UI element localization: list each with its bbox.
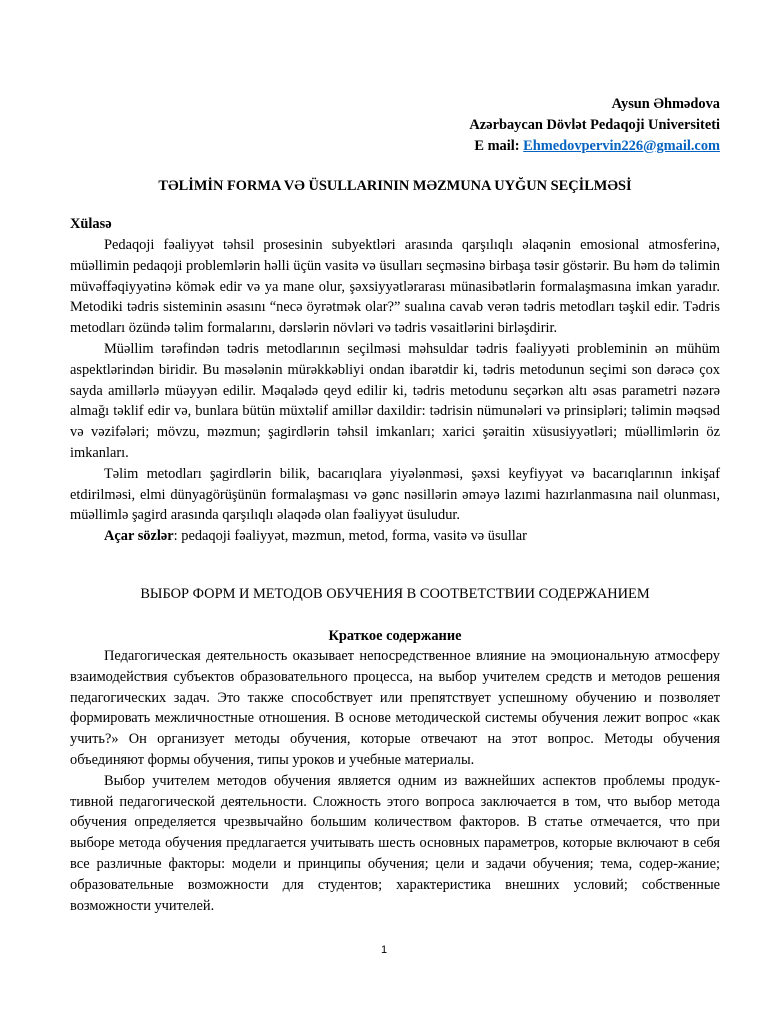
author-institution: Azərbaycan Dövlət Pedaqoji Universiteti [469, 116, 720, 133]
az-abstract-heading: Xülasə [70, 216, 112, 232]
author-name: Aysun Əhmədova [611, 96, 720, 112]
az-keywords [70, 526, 720, 547]
ru-article-title: ВЫБОР ФОРМ И МЕТОДОВ ОБУЧЕНИЯ В СООТВЕТСТВИИ СОДЕРЖАНИЕМ [140, 586, 650, 602]
email-link[interactable]: Ehmedovpervin226@gmail.com [523, 137, 720, 154]
ru-paragraph-1: Педагогическая деятельность оказывает непосредственное влияние на эмоциональную атмосферу взаимодействия субъектов образовательного процесса, на выбор учителем средств и методов решения педагогических задач. Это также способствует или препятствует успешному обучению и позволяет формировать межличностные отношения. В основе методической системы обучения лежит вопрос «как учить?» Он организует методы обучения, которые отвечают на этот вопрос. Методы обучения объединяют формы обучения, типы уроков и учебные материалы. [70, 648, 720, 768]
az-article-title: TƏLİMİN FORMA VƏ ÜSULLARININ MƏZMUNA UYĞUN SEÇİLMƏSİ [158, 178, 632, 194]
az-paragraph-2: Müəllim tərəfindən tədris metodlarının seçilməsi məhsuldar tədris fəaliyyəti probleminin ən mühüm aspektlərindən biridir. Bu məsələnin mürəkkəbliyi ondan ibarətdir ki, tədris metodunun seçimi son dərəcə çox sayda amillərlə müəyyən edilir. Məqalədə qeyd edilir ki, tədris metodunu seçərkən altı əsas parametri nəzərə almağı təklif edir və, bunlara bütün müxtəlif amillər daxildir: tədrisin nümunələri və prinsipləri; təlimin məqsəd və vəzifələri; mövzu, məzmun; şagirdlərin təhsil imkanları; xarici şəraitin xüsusiyyətləri; müəllimlərin öz imkanları. [70, 340, 720, 461]
az-keywords-text: : pedaqoji fəaliyyət, məzmun, metod, forma, vasitə və üsullar [173, 528, 527, 545]
az-paragraph-3: Təlim metodları şagirdlərin bilik, bacarıqlara yiyələnməsi, şəxsi keyfiyyət və bacarıqlarının inkişaf etdirilməsi, elmi dünyagörüşünün formalaşması və gənc nəsillərin əməyə lazımi hazırlanmasına nail olunması, müəllimlə şagird arasında qarşılıqlı əlaqədə olan fəaliyyət üsuludur. [70, 465, 720, 524]
ru-abstract-heading: Краткое содержание [328, 628, 462, 644]
author-block [70, 94, 720, 156]
email-label: E mail: [474, 137, 524, 154]
az-abstract-body [70, 235, 720, 547]
az-paragraph-1: Pedaqoji fəaliyyət təhsil prosesinin subyektləri arasında qarşılıqlı əlaqənin emosional atmosferinə, müəllimin pedaqoji problemlərin həlli üçün vasitə və üsulları seçməsinə birbaşa təsir göstərir. Bu həm də təlimin müvəffəqiyyətinə kömək edir və ya mane olur, şəxsiyyətlərarası münasibətlərin formalaşmasına imkan yaradır. Metodiki tədris sisteminin əsasını “necə öyrətmək olar?” sualına cavab verən tədris metodları təşkil edir. Tədris metodları özündə təlim formalarını, dərslərin növləri və tədris vəsaitlərini birləşdirir. [70, 237, 720, 337]
author-email-line [70, 136, 720, 157]
ru-abstract-body [70, 646, 720, 916]
ru-paragraph-2: Выбор учителем методов обучения является одним из важнейших аспектов проблемы продук-тивной педагогической деятельности. Сложность этого вопроса заключается в том, что выбор метода обучения определяется чрезвычайно большим количеством факторов. В статье отмечается, что при выборе метода обучения предлагается учитывать шесть основных параметров, которые включают в себя все различные факторы: модели и принципы обучения; цели и задачи обучения; тема, содер-жание; образовательные возможности для студентов; характеристика внешних условий; собственные возможности учителей. [70, 772, 720, 914]
az-keywords-label: Açar sözlər [104, 528, 174, 545]
page-number: 1 [380, 944, 388, 956]
